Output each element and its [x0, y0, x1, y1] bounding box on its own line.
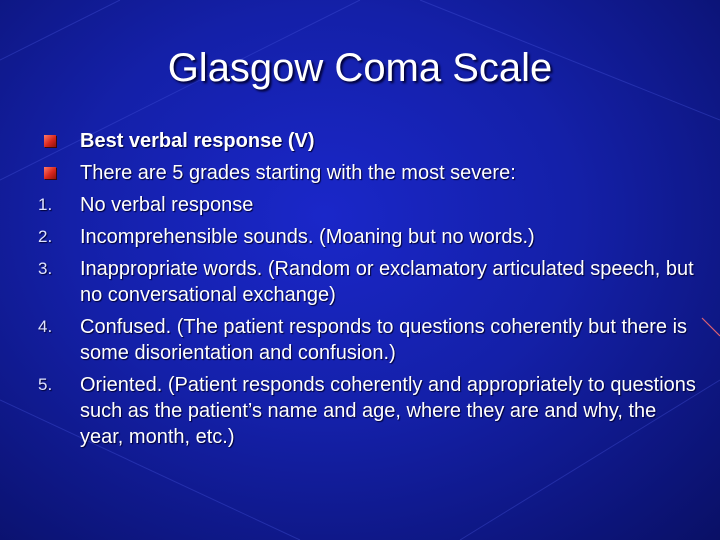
numbered-item-2 [38, 224, 698, 250]
numbered-item-1 [38, 192, 698, 218]
numbered-item-3 [38, 256, 698, 308]
item-text: Oriented. (Patient responds coherently and appropriately to questions such as the patient’s name and age, where they are and why, the year, month, etc.) [80, 374, 696, 448]
item-number: 1. [38, 195, 53, 214]
bullet-text: There are 5 grades starting with the most severe: [80, 162, 516, 184]
item-text: Incomprehensible sounds. (Moaning but no words.) [80, 226, 535, 248]
square-bullet-icon [44, 167, 56, 179]
square-bullet-icon [44, 135, 56, 147]
item-number: 5. [38, 375, 53, 394]
numbered-item-5 [38, 372, 698, 450]
item-text: Confused. (The patient responds to questions coherently but there is some disorientation and confusion.) [80, 316, 688, 364]
bullet-text: Best verbal response (V) [80, 130, 315, 152]
item-number: 3. [38, 259, 53, 278]
item-text: No verbal response [80, 194, 254, 216]
slide-title: Glasgow Coma Scale [167, 46, 553, 90]
item-text: Inappropriate words. (Random or exclamatory articulated speech, but no conversational exchange) [80, 258, 694, 306]
bullet-item-verbal-response [38, 128, 698, 154]
bullet-item-grades-intro [38, 160, 698, 186]
numbered-item-4 [38, 314, 698, 366]
item-number: 4. [38, 317, 53, 336]
slide-body [38, 128, 698, 456]
item-number: 2. [38, 227, 53, 246]
